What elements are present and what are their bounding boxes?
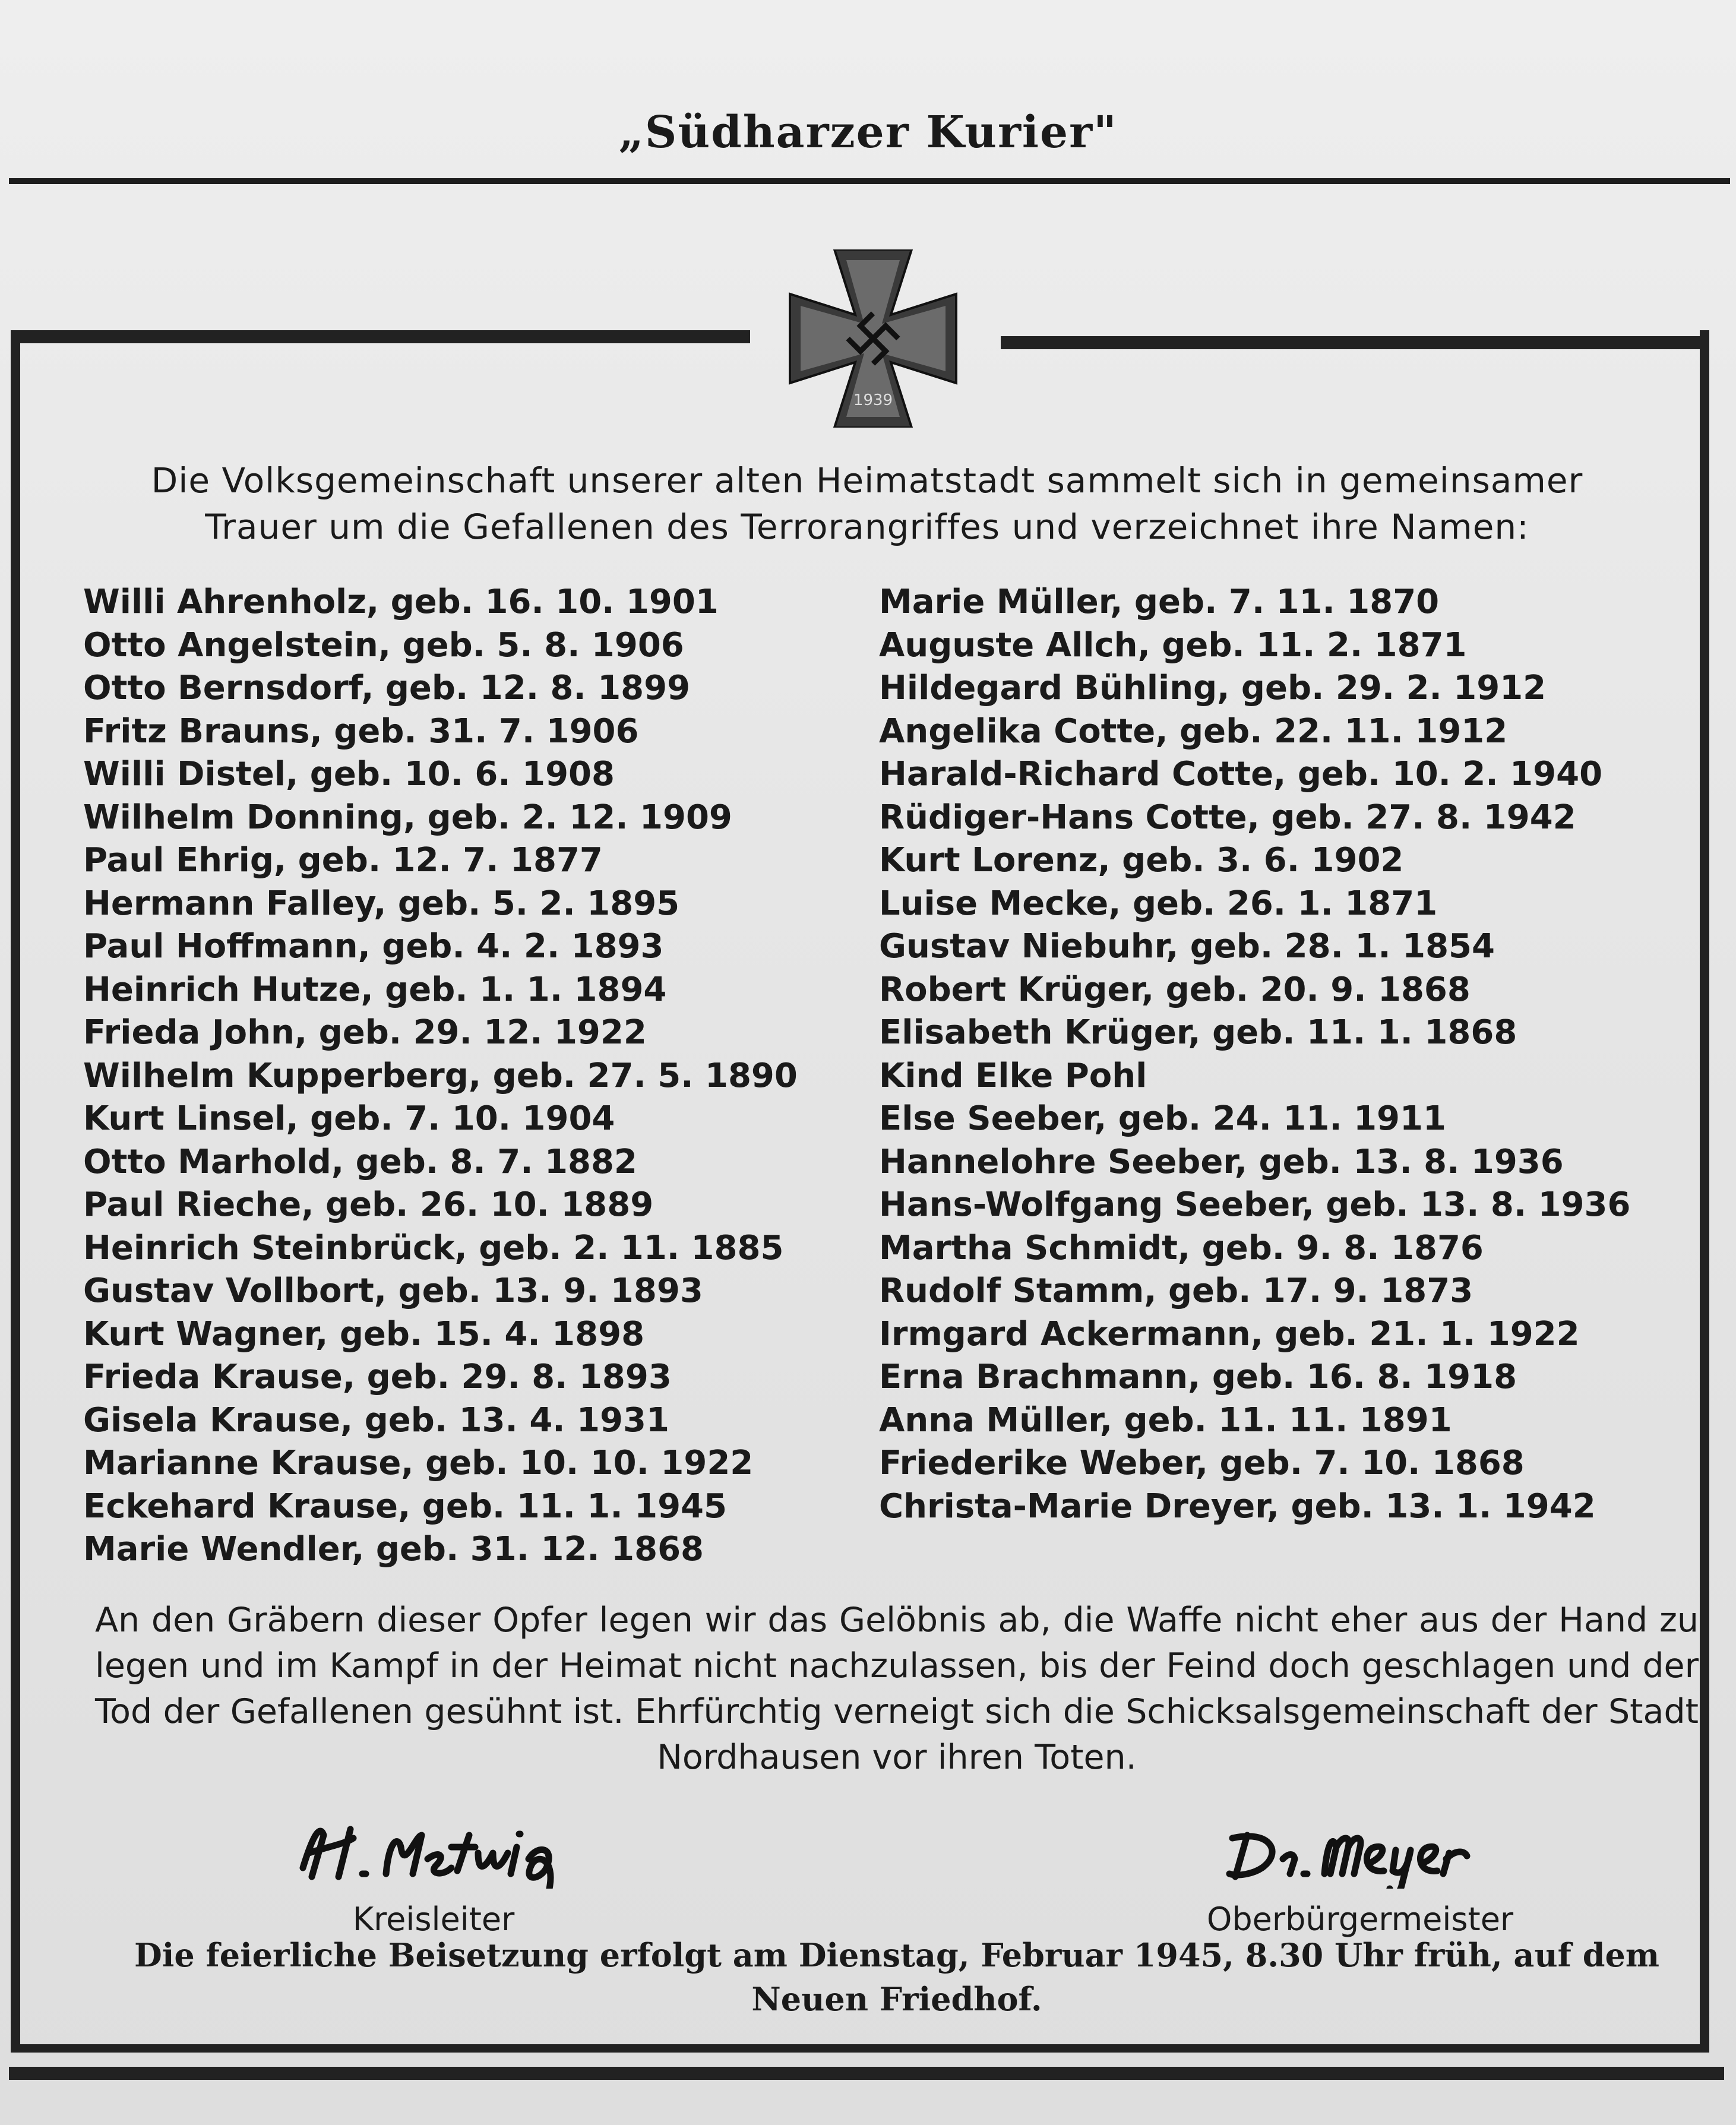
name-entry: Friederike Weber, geb. 7. 10. 1868 [879, 1444, 1525, 1482]
name-entry: Rudolf Stamm, geb. 17. 9. 1873 [879, 1272, 1473, 1310]
names-column-left [83, 581, 855, 1571]
name-entry: Paul Rieche, geb. 26. 10. 1889 [83, 1185, 654, 1224]
signature-block-left [226, 1811, 641, 1938]
name-entry: Angelika Cotte, geb. 22. 11. 1912 [879, 712, 1508, 751]
name-entry: Wilhelm Donning, geb. 2. 12. 1909 [83, 798, 732, 837]
name-entry: Kind Elke Pohl [879, 1056, 1147, 1095]
iron-cross-graphic [784, 249, 962, 428]
masthead-title: „Südharzer Kurier" [618, 107, 1118, 158]
name-entry: Hans-Wolfgang Seeber, geb. 13. 8. 1936 [879, 1185, 1631, 1224]
name-entry: Otto Marhold, geb. 8. 7. 1882 [83, 1142, 637, 1181]
names-column-right [879, 581, 1651, 1528]
masthead-rule [9, 178, 1730, 184]
name-entry: Heinrich Hutze, geb. 1. 1. 1894 [83, 970, 667, 1009]
name-entry: Gustav Niebuhr, geb. 28. 1. 1854 [879, 927, 1495, 966]
name-entry: Anna Müller, geb. 11. 11. 1891 [879, 1400, 1452, 1440]
name-entry: Kurt Linsel, geb. 7. 10. 1904 [83, 1099, 615, 1138]
signature-role-left: Kreisleiter [352, 1901, 515, 1938]
name-entry: Otto Bernsdorf, geb. 12. 8. 1899 [83, 669, 691, 707]
name-entry: Frieda John, geb. 29. 12. 1922 [83, 1013, 647, 1052]
name-entry: Otto Angelstein, geb. 5. 8. 1906 [83, 625, 684, 665]
name-entry: Hermann Falley, geb. 5. 2. 1895 [83, 884, 680, 923]
signature-nentwig [279, 1811, 588, 1889]
name-entry: Paul Ehrig, geb. 12. 7. 1877 [83, 841, 603, 880]
name-entry: Wilhelm Kupperberg, geb. 27. 5. 1890 [83, 1056, 798, 1095]
name-entry: Willi Ahrenholz, geb. 16. 10. 1901 [83, 583, 719, 621]
name-entry: Gustav Vollbort, geb. 13. 9. 1893 [83, 1272, 703, 1310]
burial-notice-line-1: Die feierliche Beisetzung erfolgt am Dienstag, Februar 1945, 8.30 Uhr früh, auf dem [134, 1936, 1659, 1974]
intro-text [71, 457, 1663, 550]
burial-notice-line-2: Neuen Friedhof. [751, 1980, 1042, 2018]
name-entry: Christa-Marie Dreyer, geb. 13. 1. 1942 [879, 1487, 1596, 1526]
name-entry: Willi Distel, geb. 10. 6. 1908 [83, 755, 615, 793]
name-entry: Martha Schmidt, geb. 9. 8. 1876 [879, 1228, 1484, 1267]
name-entry: Hannelohre Seeber, geb. 13. 8. 1936 [879, 1142, 1564, 1181]
page-bottom-rule [9, 2067, 1724, 2080]
name-entry: Gisela Krause, geb. 13. 4. 1931 [83, 1400, 669, 1440]
signature-role-right: Oberbürgermeister [1206, 1901, 1514, 1938]
signature-block-right [1152, 1811, 1568, 1938]
name-entry: Rüdiger-Hans Cotte, geb. 27. 8. 1942 [879, 798, 1576, 837]
intro-line-1: Die Volksgemeinschaft unserer alten Heimatstadt sammelt sich in gemeinsamer [151, 460, 1583, 501]
name-entry: Luise Mecke, geb. 26. 1. 1871 [879, 884, 1438, 923]
intro-line-2: Trauer um die Gefallenen des Terrorangriffes und verzeichnet ihre Namen: [205, 507, 1529, 547]
name-entry: Heinrich Steinbrück, geb. 2. 11. 1885 [83, 1228, 784, 1267]
signature-meyer [1206, 1811, 1514, 1889]
iron-cross-icon [784, 249, 962, 428]
name-entry: Marie Müller, geb. 7. 11. 1870 [879, 583, 1440, 621]
name-entry: Irmgard Ackermann, geb. 21. 1. 1922 [879, 1314, 1580, 1354]
name-entry: Erna Brachmann, geb. 16. 8. 1918 [879, 1358, 1517, 1396]
name-entry: Eckehard Krause, geb. 11. 1. 1945 [83, 1487, 727, 1526]
name-entry: Hildegard Bühling, geb. 29. 2. 1912 [879, 669, 1547, 707]
name-entry: Harald-Richard Cotte, geb. 10. 2. 1940 [879, 755, 1603, 793]
name-entry: Frieda Krause, geb. 29. 8. 1893 [83, 1358, 672, 1396]
name-entry: Kurt Lorenz, geb. 3. 6. 1902 [879, 841, 1404, 880]
name-entry: Fritz Brauns, geb. 31. 7. 1906 [83, 712, 639, 751]
burial-notice [89, 1933, 1705, 2021]
name-entry: Paul Hoffmann, geb. 4. 2. 1893 [83, 927, 664, 966]
name-entry: Robert Krüger, geb. 20. 9. 1868 [879, 970, 1471, 1009]
name-entry: Else Seeber, geb. 24. 11. 1911 [879, 1099, 1446, 1138]
name-entry: Kurt Wagner, geb. 15. 4. 1898 [83, 1314, 645, 1354]
emblem-year: 1939 [853, 391, 893, 409]
name-entry: Auguste Allch, geb. 11. 2. 1871 [879, 625, 1467, 665]
closing-pledge: An den Gräbern dieser Opfer legen wir das Gelöbnis ab, die Waffe nicht eher aus der Hand zu legen und im Kampf in der Heimat nicht nachzulassen, bis der Feind doch geschlagen und der Tod der Gefallenen gesühnt ist. Ehrfürchtig verneigt sich die Schicksalsgemeinschaft der Stadt Nordhausen vor ihren Toten. [95, 1601, 1699, 1777]
name-entry: Marianne Krause, geb. 10. 10. 1922 [83, 1444, 754, 1482]
name-entry: Elisabeth Krüger, geb. 11. 1. 1868 [879, 1013, 1517, 1052]
name-entry: Marie Wendler, geb. 31. 12. 1868 [83, 1530, 704, 1569]
